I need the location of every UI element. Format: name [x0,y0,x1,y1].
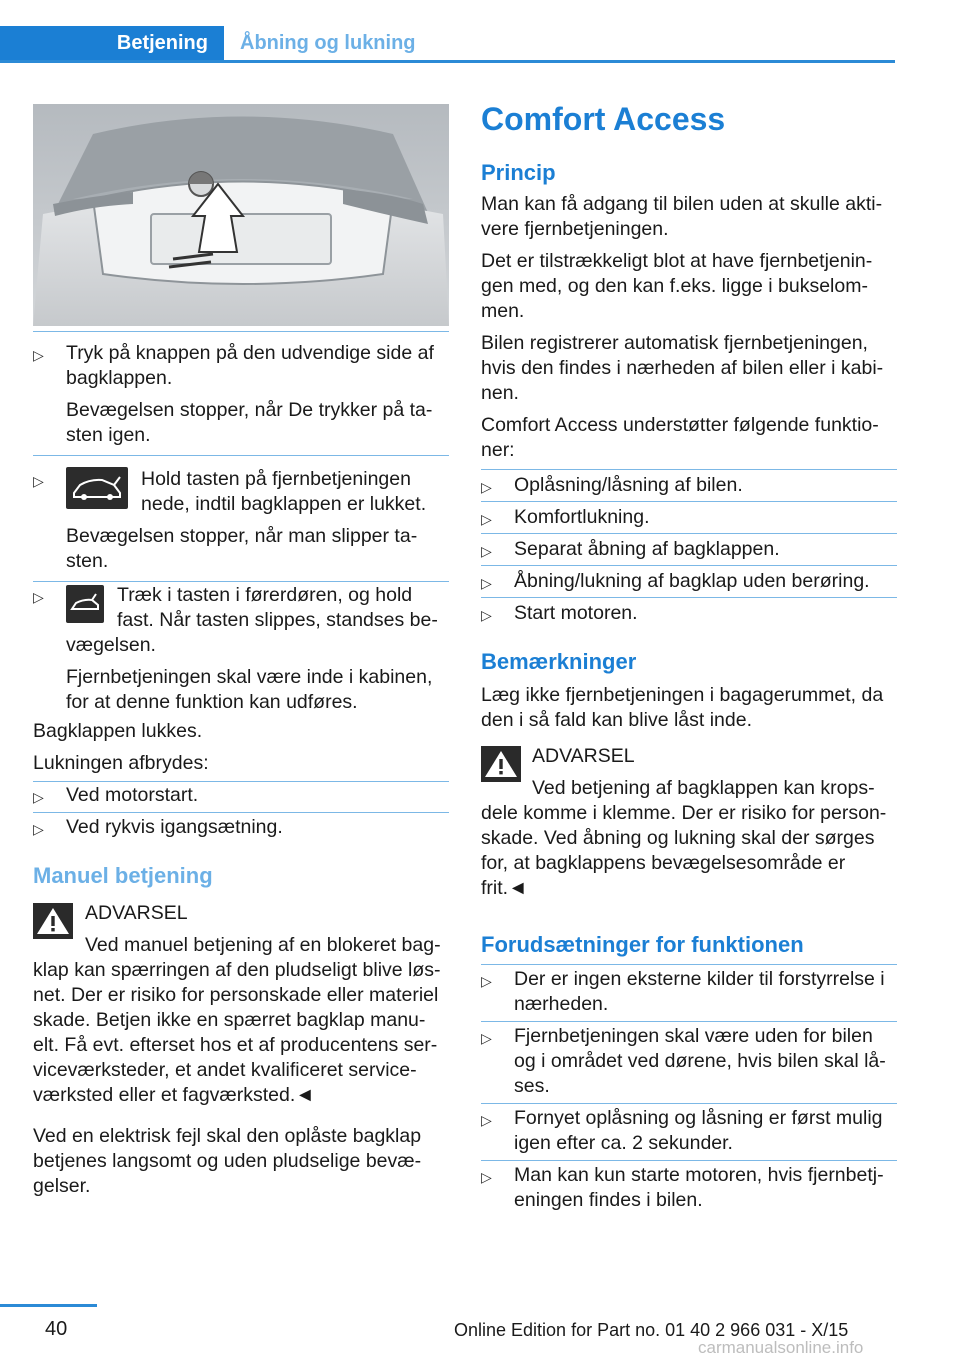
watermark: carmanualsonline.info [698,1338,864,1357]
page-header [0,26,895,62]
warning-line: skade. Betjen ikke en spærret bagklap manu- [33,1009,426,1031]
list-item [481,473,897,498]
separator [481,1160,897,1161]
page-title: Comfort Access [481,101,726,137]
bullet-triangle-icon: ▷ [481,1169,492,1185]
list-text: Separat åbning af bagklappen. [514,538,780,560]
list-text: Fornyet oplåsning og låsning er først mulig [514,1107,883,1129]
step-note: for at denne funktion kan udføres. [66,691,358,713]
list-item [33,580,449,715]
closes-text: Bagklappen lukkes. [33,720,203,742]
bullet-triangle-icon: ▷ [33,589,44,605]
interrupt-text: Lukningen afbrydes: [33,752,209,774]
list-item [481,967,901,1017]
list-text: Fjernbetjeningen skal være uden for bilen [514,1025,873,1047]
step-text: nede, indtil bagklappen er lukket. [141,493,427,515]
section-heading: Bemærkninger [481,649,637,674]
paragraph-line: ner: [481,439,515,461]
warning-line: Ved manuel betjening af en blokeret bag- [85,934,441,956]
list-item [481,1163,901,1213]
section-heading: Manuel betjening [33,863,213,888]
warning-line: for, at bagklappens bevægelsesområde er [481,852,846,874]
list-text: eningen findes i bilen. [514,1189,703,1211]
paragraph-line: Bilen registrerer automatisk fjernbetjeningen, [481,332,868,354]
list-text: Start motoren. [514,602,638,624]
principle-text [481,192,901,463]
paragraph-line: nen. [481,382,519,404]
electrical-fault-text [33,1124,463,1199]
paragraph-line: Ved en elektrisk fejl skal den oplåste bagklap [33,1125,422,1147]
bullet-triangle-icon: ▷ [33,821,44,837]
warning-line: skade. Ved åbning og lukning skal der sørges [481,827,875,849]
paragraph-line: den i så fald kan blive låst inde. [481,709,753,731]
warning-line: værksted eller et fagværksted.◄ [33,1084,315,1106]
warning-line: dele komme i klemme. Der er risiko for person- [481,802,887,824]
step-text: Træk i tasten i førerdøren, og hold [117,584,413,606]
paragraph-line: Comfort Access understøtter følgende funktio- [481,414,879,436]
warning-title: ADVARSEL [532,745,635,767]
separator [33,781,449,782]
separator [481,565,897,566]
bullet-triangle-icon: ▷ [33,789,44,805]
bullet-triangle-icon: ▷ [481,511,492,527]
paragraph-line: gen med, og den kan f.eks. ligge i bukselom- [481,275,868,297]
step-note: Fjernbetjeningen skal være inde i kabinen, [66,666,433,688]
list-text: Der er ingen eksterne kilder til forstyrrelse i [514,968,885,990]
paragraph-line: hvis den findes i nærheden af bilen eller i kabi- [481,357,884,379]
warning-text [481,776,901,901]
list-item [481,1106,901,1156]
edition-text: Online Edition for Part no. 01 40 2 966 031 - X/15 [454,1320,849,1340]
bullet-triangle-icon: ▷ [33,347,44,363]
list-item [33,815,449,840]
step-text: Hold tasten på fjernbetjeningen [141,468,411,490]
section-heading: Forudsætninger for funktionen [481,932,804,957]
list-text: Man kan kun starte motoren, hvis fjernbetj- [514,1164,884,1186]
door-tailgate-button-icon [66,585,104,623]
step-text: vægelsen. [66,634,156,656]
remote-tailgate-icon [66,467,128,509]
list-item [33,467,449,574]
list-item [481,537,897,562]
footer-rule [0,1304,97,1307]
paragraph-line: betjenes langsomt og uden pludselige bevæ- [33,1150,422,1172]
bullet-triangle-icon: ▷ [481,973,492,989]
paragraph-line: men. [481,300,525,322]
list-item [481,601,897,626]
list-text: Åbning/lukning af bagklap uden berøring. [514,570,870,592]
bullet-triangle-icon: ▷ [481,543,492,559]
list-text: Komfortlukning. [514,506,650,528]
warning-line: klap kan spærringen af den pludseligt blive løs- [33,959,441,981]
list-item [481,569,897,594]
bullet-triangle-icon: ▷ [481,1112,492,1128]
separator [481,1021,897,1022]
warning-line: Ved betjening af bagklappen kan krops- [532,777,875,799]
list-text: nærheden. [514,993,609,1015]
list-text: og i området ved dørene, hvis bilen skal lå- [514,1050,886,1072]
bullet-triangle-icon: ▷ [481,479,492,495]
warning-line: frit.◄ [481,877,528,899]
header-rule [0,60,895,63]
list-item [481,505,897,530]
warning-line: elt. Få evt. efterset hos et af producentens ser- [33,1034,438,1056]
tab-betjening[interactable]: Betjening [0,26,224,60]
step-text: Tryk på knappen på den udvendige side af [66,342,434,364]
list-item [33,341,449,448]
tailgate-photo [33,104,449,326]
bullet-triangle-icon: ▷ [481,607,492,623]
list-text: igen efter ca. 2 sekunder. [514,1132,733,1154]
step-text: fast. Når tasten slippes, standses be- [117,609,438,631]
section-heading: Princip [481,160,556,185]
separator [481,501,897,502]
separator [481,533,897,534]
bullet-triangle-icon: ▷ [481,575,492,591]
step-note: sten igen. [66,424,151,446]
step-note: sten. [66,550,109,572]
separator [481,1103,897,1104]
list-item [33,783,449,808]
separator [33,455,449,456]
paragraph-line: gelser. [33,1175,91,1197]
bullet-triangle-icon: ▷ [481,1030,492,1046]
paragraph-line: Læg ikke fjernbetjeningen i bagagerummet, da [481,684,884,706]
list-item [481,1024,901,1099]
tab-section-title[interactable]: Åbning og lukning [240,31,416,54]
warning-title: ADVARSEL [85,902,188,924]
separator [481,597,897,598]
notes-text [481,683,901,733]
warning-line: net. Der er risiko for personskade eller materiel [33,984,439,1006]
warning-text [33,933,463,1108]
list-text: ses. [514,1075,550,1097]
step-text: bagklappen. [66,367,173,389]
separator [33,812,449,813]
paragraph-line: Det er tilstrækkeligt blot at have fjernbetjenin- [481,250,873,272]
paragraph-line: Man kan få adgang til bilen uden at skulle akti- [481,193,883,215]
paragraph-line: vere fjernbetjeningen. [481,218,669,240]
list-text: Oplåsning/låsning af bilen. [514,474,743,496]
list-text: Ved rykvis igangsætning. [66,816,283,838]
separator [481,964,897,965]
page-number: 40 [45,1318,68,1340]
separator [481,469,897,470]
step-note: Bevægelsen stopper, når man slipper ta- [66,525,418,547]
warning-line: viceværksteder, et andet kvalificeret service- [33,1059,417,1081]
separator [33,331,449,332]
bullet-triangle-icon: ▷ [33,473,44,489]
list-text: Ved motorstart. [66,784,199,806]
step-note: Bevægelsen stopper, når De trykker på ta- [66,399,433,421]
